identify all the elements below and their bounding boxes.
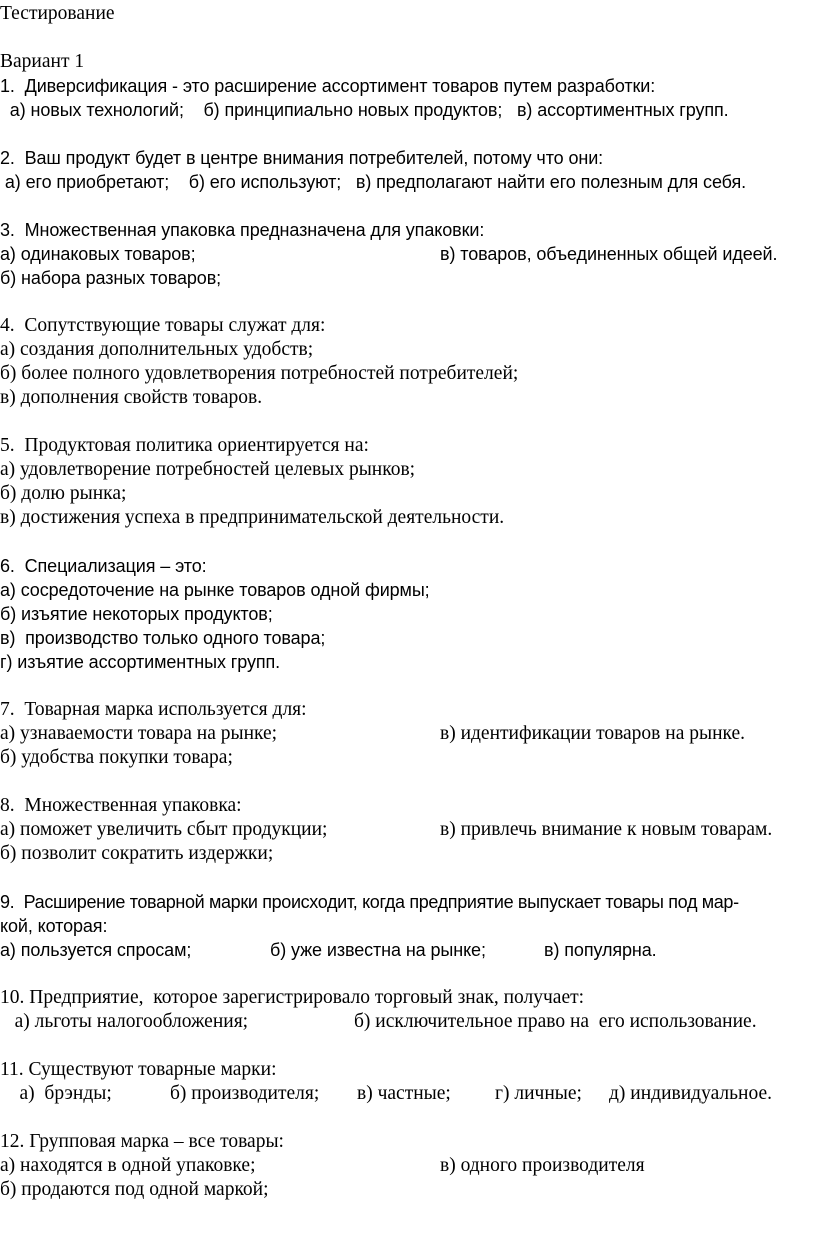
question-11-option-b: б) производителя;	[170, 1083, 320, 1104]
question-10-text: 10. Предприятие, которое зарегистрировало торговый знак, получает:	[0, 987, 585, 1008]
question-9-text-line-2: кой, которая:	[0, 916, 108, 936]
question-3-option-v: в) товаров, объединенных общей идеей.	[440, 244, 778, 264]
question-9-text-line-1: 9. Расширение товарной марки происходит, когда предприятие выпускает товары под мар-	[0, 892, 739, 912]
question-6-option-b: б) изъятие некоторых продуктов;	[0, 604, 273, 624]
question-12-option-v: в) одного производителя	[440, 1155, 645, 1176]
question-8-option-v: в) привлечь внимание к новым товарам.	[440, 819, 773, 840]
question-11-option-d: д) индивидуальное.	[609, 1083, 772, 1104]
question-4-text: 4. Сопутствующие товары служат для:	[0, 315, 326, 336]
question-9-option-v: в) популярна.	[544, 940, 657, 960]
question-7-option-v: в) идентификации товаров на рынке.	[440, 723, 746, 744]
question-5-text: 5. Продуктовая политика ориентируется на:	[0, 435, 369, 456]
question-6-option-a: а) сосредоточение на рынке товаров одной фирмы;	[0, 580, 430, 600]
question-4-option-b: б) более полного удовлетворения потребностей потребителей;	[0, 363, 519, 384]
question-1-options: а) новых технологий; б) принципиально новых продуктов; в) ассортиментных групп.	[0, 100, 729, 120]
question-12-option-b: б) продаются под одной маркой;	[0, 1179, 269, 1200]
question-2-options: а) его приобретают; б) его используют; в) предполагают найти его полезным для себя.	[0, 172, 747, 192]
question-7-text: 7. Товарная марка используется для:	[0, 699, 307, 720]
question-4-option-v: в) дополнения свойств товаров.	[0, 387, 263, 408]
question-6-option-v: в) производство только одного товара;	[0, 628, 326, 648]
question-3-option-a: а) одинаковых товаров;	[0, 244, 196, 264]
question-4-option-a: а) создания дополнительных удобств;	[0, 339, 314, 360]
question-3-option-b: б) набора разных товаров;	[0, 268, 222, 288]
question-12-text: 12. Групповая марка – все товары:	[0, 1131, 284, 1152]
question-1-text: 1. Диверсификация - это расширение ассортимент товаров путем разработки:	[0, 76, 656, 96]
variant-heading: Вариант 1	[0, 51, 85, 72]
question-10-option-a: а) льготы налогообложения;	[0, 1011, 249, 1032]
question-11-text: 11. Существуют товарные марки:	[0, 1059, 277, 1080]
question-2-text: 2. Ваш продукт будет в центре внимания потребителей, потому что они:	[0, 148, 604, 168]
question-11-option-g: г) личные;	[495, 1083, 582, 1104]
question-6-text: 6. Специализация – это:	[0, 556, 207, 576]
question-7-option-a: а) узнаваемости товара на рынке;	[0, 723, 278, 744]
question-3-text: 3. Множественная упаковка предназначена для упаковки:	[0, 220, 485, 240]
question-5-option-b: б) долю рынка;	[0, 483, 127, 504]
question-6-option-g: г) изъятие ассортиментных групп.	[0, 652, 281, 672]
question-8-option-a: а) поможет увеличить сбыт продукции;	[0, 819, 328, 840]
question-11-option-a: а) брэнды;	[0, 1083, 112, 1104]
question-11-option-v: в) частные;	[357, 1083, 451, 1104]
question-7-option-b: б) удобства покупки товара;	[0, 747, 233, 768]
question-8-text: 8. Множественная упаковка:	[0, 795, 242, 816]
question-9-option-a: а) пользуется спросам;	[0, 940, 192, 960]
question-10-option-b: б) исключительное право на его использование.	[354, 1011, 757, 1032]
question-12-option-a: а) находятся в одной упаковке;	[0, 1155, 256, 1176]
question-5-option-v: в) достижения успеха в предпринимательской деятельности.	[0, 507, 505, 528]
document-title: Тестирование	[0, 3, 115, 24]
question-5-option-a: а) удовлетворение потребностей целевых рынков;	[0, 459, 416, 480]
question-8-option-b: б) позволит сократить издержки;	[0, 843, 274, 864]
question-9-option-b: б) уже известна на рынке;	[270, 940, 486, 960]
